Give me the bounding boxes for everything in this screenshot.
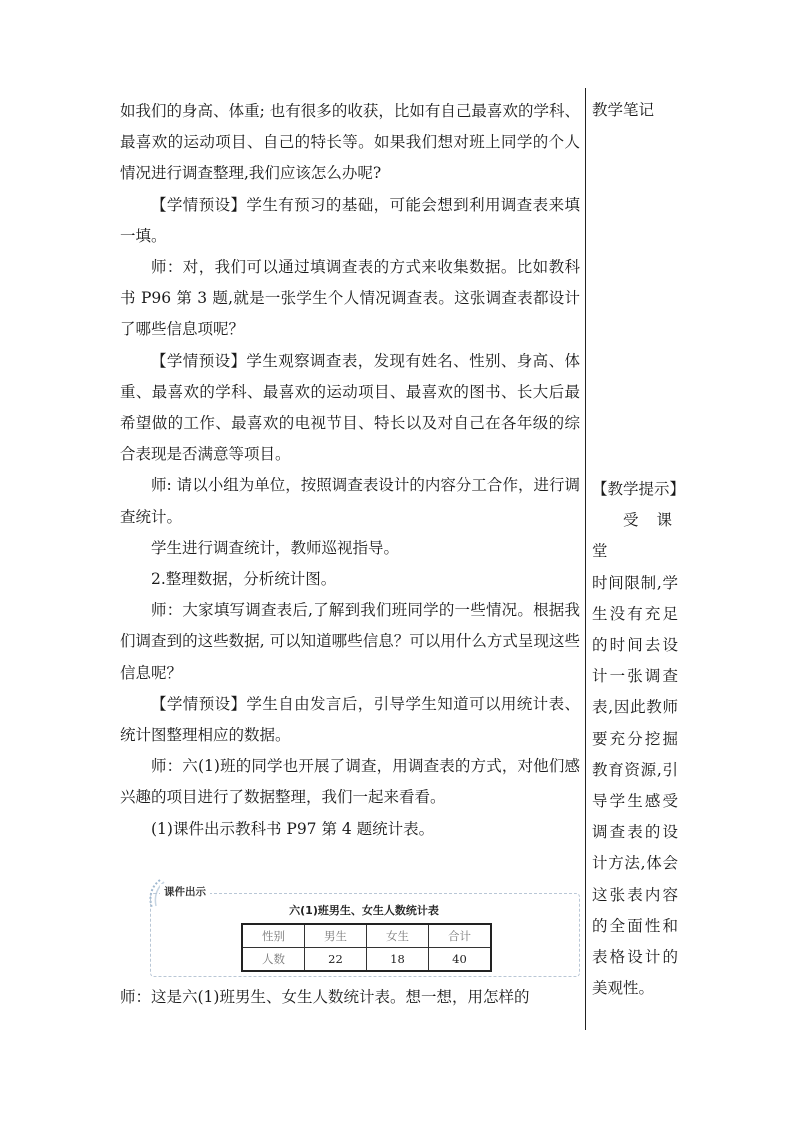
teaching-tip-body [592,505,678,1004]
table-header-row [242,924,491,948]
table-header-cell: 性别 [242,924,305,948]
table-cell: 40 [429,948,492,972]
teaching-tip-title: 【教学提示】 [592,480,686,498]
teaching-notes-title: 教学笔记 [592,101,655,119]
courseware-label: 课件出示 [160,884,210,899]
teaching-tip-rest: 时间限制,学生没有充足的时间去设计一张调查表,因此教师要充分挖掘教育资源,引导学生感受调查表的设计方法,体会这张表内容的全面性和表格设计的美观性。 [592,573,678,998]
paragraph-1: 如我们的身高、体重; 也有很多的收获，比如有自己最喜欢的学科、最喜欢的运动项目、自己的特长等。如果我们想对班上同学的个人情况进行调查整理,我们应该怎么办呢? [120,102,580,183]
last-paragraph: 师：这是六(1)班男生、女生人数统计表。想一想，用怎样的 [120,988,530,1006]
paragraph-9: 【学情预设】学生自由发言后，引导学生知道可以用统计表、统计图整理相应的数据。 [120,694,580,745]
paragraph-11: (1)课件出示教科书 P97 第 4 题统计表。 [151,819,435,838]
paragraph-8: 师：大家填写调查表后,了解到我们班同学的一些情况。根据我们调查到的这些数据, 可以知道哪些信息？可以用什么方式呈现这些信息呢？ [120,601,580,682]
paragraph-7: 2.整理数据，分析统计图。 [151,570,337,589]
paragraph-3: 师：对，我们可以通过填调查表的方式来收集数据。比如教科书 P96 第 3 题,就是一张学生个人情况调查表。这张调查表都设计了哪些信息项呢？ [120,258,580,339]
table-header-cell: 男生 [305,924,367,948]
column-divider [585,88,586,1030]
paragraph-4: 【学情预设】学生观察调查表，发现有姓名、性别、身高、体重、最喜欢的学科、最喜欢的运动项目、最喜欢的图书、长大后最希望做的工作、最喜欢的电视节目、特长以及对自己在各年级的综合表现是否满意等项目。 [120,351,580,464]
table-row [242,948,491,972]
table-cell: 18 [367,948,429,972]
paragraph-6: 学生进行调查统计，教师巡视指导。 [151,538,400,557]
stats-table-title: 六(1)班男生、女生人数统计表 [289,904,439,917]
stats-table [241,923,492,972]
teaching-tip-first-line: 受课堂 [592,511,678,561]
teaching-tip [592,474,686,1004]
table-cell: 人数 [242,948,305,972]
paragraph-2: 【学情预设】学生有预习的基础，可能会想到利用调查表来填一填。 [120,195,580,245]
paragraph-10: 师：六(1)班的同学也开展了调查，用调查表的方式，对他们感兴趣的项目进行了数据整理，我们一起来看看。 [120,757,580,807]
table-cell: 22 [305,948,367,972]
paragraph-5: 师: 请以小组为单位，按照调查表设计的内容分工合作，进行调查统计。 [120,476,580,526]
table-header-cell: 女生 [367,924,429,948]
main-text-column [120,96,580,845]
table-header-cell: 合计 [429,924,492,948]
